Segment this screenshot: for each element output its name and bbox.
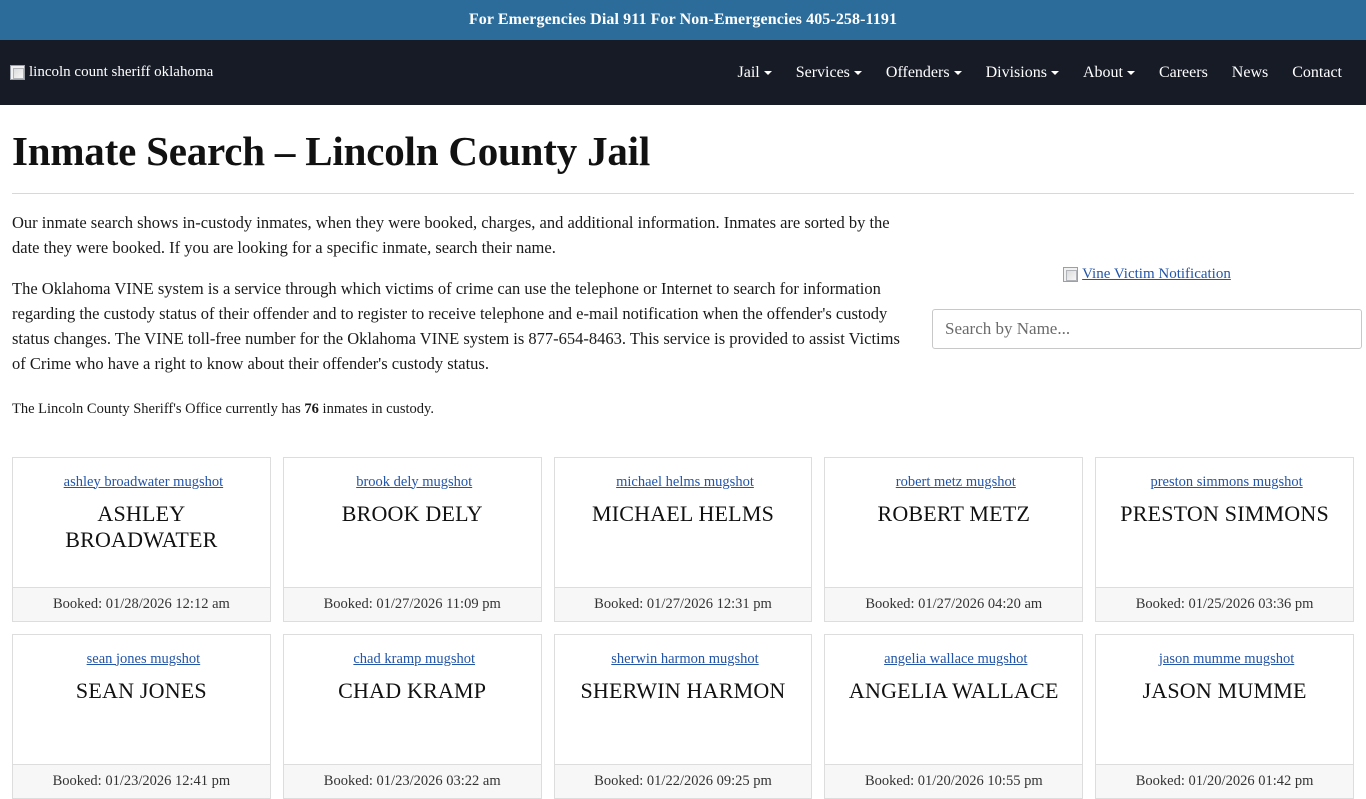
nav-item-label: News [1231, 63, 1269, 81]
inmate-card[interactable] [283, 634, 542, 799]
inmate-count-suffix: inmates in custody. [318, 401, 434, 418]
inmate-card-body [13, 635, 270, 764]
chevron-down-icon [854, 71, 862, 75]
nav-item-jail[interactable] [725, 56, 783, 90]
vine-victim-notification-link[interactable] [1063, 266, 1231, 283]
inmate-name: JASON MUMME [1142, 678, 1307, 704]
inmate-name: PRESTON SIMMONS [1120, 501, 1329, 527]
nav-item-label: Services [795, 63, 850, 81]
inmate-name: ROBERT METZ [877, 501, 1031, 527]
inmate-mugshot-alt: sean jones mugshot [86, 650, 201, 667]
inmate-booked-date: Booked: 01/22/2026 09:25 pm [555, 764, 812, 798]
inmate-name: MICHAEL HELMS [591, 501, 775, 527]
nav-item-label: Divisions [985, 63, 1047, 81]
inmate-mugshot-alt: jason mumme mugshot [1158, 650, 1295, 667]
broken-image-icon [1063, 267, 1078, 282]
broken-image-glyph [10, 65, 25, 80]
inmate-card[interactable] [12, 634, 271, 799]
inmate-card-body [284, 458, 541, 587]
inmate-booked-date: Booked: 01/23/2026 03:22 am [284, 764, 541, 798]
nav-item-label: Jail [737, 63, 760, 81]
inmate-name: SHERWIN HARMON [580, 678, 786, 704]
inmate-mugshot-link[interactable] [612, 475, 754, 491]
inmate-card[interactable] [824, 457, 1083, 622]
intro-paragraph-1: Our inmate search shows in-custody inmates, when they were booked, charges, and additional information. Inmates are sorted by the date they were booked. If you are looking for a specific inmate, search their name. [12, 213, 890, 258]
inmate-name: SEAN JONES [75, 678, 207, 704]
title-divider [12, 193, 1354, 194]
inmate-card-body [284, 635, 541, 764]
inmate-mugshot-link[interactable] [60, 475, 223, 491]
inmate-card-body [1096, 635, 1353, 764]
nav-item-offenders[interactable] [874, 56, 974, 90]
nav-item-label: Offenders [885, 63, 950, 81]
inmate-mugshot-link[interactable] [352, 475, 472, 491]
inmate-card[interactable] [554, 634, 813, 799]
inmate-mugshot-link[interactable] [607, 652, 758, 668]
nav-item-label: About [1082, 63, 1123, 81]
inmate-card-body [555, 635, 812, 764]
nav-item-careers[interactable] [1147, 56, 1220, 90]
intro-section [12, 210, 1354, 437]
site-logo-alt-text: lincoln count sheriff oklahoma [29, 64, 214, 80]
nav-item-label: Contact [1292, 63, 1342, 81]
inmate-mugshot-link[interactable] [1146, 475, 1302, 491]
inmate-mugshot-link[interactable] [83, 652, 201, 668]
main-navigation-bar [0, 40, 1366, 105]
inmate-mugshot-link[interactable] [1155, 652, 1294, 668]
intro-text-column [12, 210, 912, 437]
inmate-card-body [1096, 458, 1353, 587]
inmate-mugshot-alt: sherwin harmon mugshot [611, 650, 759, 667]
chevron-down-icon [1051, 71, 1059, 75]
inmate-card[interactable] [1095, 634, 1354, 799]
broken-image-icon [10, 64, 213, 81]
chevron-down-icon [1127, 71, 1135, 75]
inmate-mugshot-alt: preston simmons mugshot [1150, 473, 1303, 490]
inmate-booked-date: Booked: 01/20/2026 01:42 pm [1096, 764, 1353, 798]
inmate-booked-date: Booked: 01/20/2026 10:55 pm [825, 764, 1082, 798]
nav-item-about[interactable] [1071, 56, 1147, 90]
nav-item-news[interactable] [1220, 56, 1280, 90]
inmate-name: ASHLEY BROADWATER [65, 501, 218, 553]
inmate-mugshot-alt: michael helms mugshot [616, 473, 754, 490]
inmate-booked-date: Booked: 01/28/2026 12:12 am [13, 587, 270, 621]
page-content [0, 127, 1366, 437]
nav-item-services[interactable] [784, 56, 874, 90]
inmate-card[interactable] [12, 457, 271, 622]
inmate-count-value: 76 [304, 401, 319, 418]
inmate-mugshot-link[interactable] [892, 475, 1016, 491]
chevron-down-icon [954, 71, 962, 75]
broken-image-glyph [1063, 267, 1078, 282]
site-logo[interactable] [0, 40, 226, 105]
inmate-card-body [13, 458, 270, 587]
chevron-down-icon [764, 71, 772, 75]
inmate-booked-date: Booked: 01/27/2026 12:31 pm [555, 587, 812, 621]
inmate-name: ANGELIA WALLACE [848, 678, 1059, 704]
search-column [932, 210, 1362, 349]
inmate-booked-date: Booked: 01/27/2026 04:20 am [825, 587, 1082, 621]
emergency-banner-text: For Emergencies Dial 911 For Non-Emergencies 405-258-1191 [468, 11, 898, 28]
inmate-count-prefix: The Lincoln County Sheriff's Office currently has [12, 401, 305, 418]
vine-link-alt-text: Vine Victim Notification [1082, 266, 1231, 282]
inmate-count-line [12, 398, 912, 420]
inmate-name: BROOK DELY [341, 501, 483, 527]
inmate-card[interactable] [824, 634, 1083, 799]
inmate-card[interactable] [1095, 457, 1354, 622]
intro-paragraph-2: The Oklahoma VINE system is a service through which victims of crime can use the telephone or Internet to search for information regarding the custody status of their offender and to register to receive telephone and e-mail notification when the offender's custody status changes. The VINE toll-free number for the Oklahoma VINE system is 877-654-8463. This service is provided to assist Victims of Crime who have a right to know about their offender's custody status. [12, 279, 900, 374]
inmate-mugshot-alt: ashley broadwater mugshot [63, 473, 224, 490]
page-title: Inmate Search – Lincoln County Jail [12, 128, 651, 174]
search-input[interactable] [932, 309, 1362, 349]
inmate-card-body [555, 458, 812, 587]
inmate-mugshot-alt: chad kramp mugshot [353, 650, 475, 667]
inmate-name: CHAD KRAMP [338, 678, 487, 704]
inmate-mugshot-alt: robert metz mugshot [895, 473, 1016, 490]
inmate-grid [0, 457, 1366, 799]
nav-item-divisions[interactable] [974, 56, 1071, 90]
nav-item-contact[interactable] [1280, 56, 1354, 90]
inmate-card-body [825, 635, 1082, 764]
inmate-booked-date: Booked: 01/25/2026 03:36 pm [1096, 587, 1353, 621]
inmate-card-body [825, 458, 1082, 587]
inmate-card[interactable] [554, 457, 813, 622]
nav-item-label: Careers [1158, 63, 1208, 81]
inmate-mugshot-link[interactable] [349, 652, 475, 668]
emergency-banner [0, 0, 1366, 40]
nav-links [725, 56, 1354, 90]
inmate-card[interactable] [283, 457, 542, 622]
inmate-mugshot-link[interactable] [880, 652, 1027, 668]
inmate-mugshot-alt: brook dely mugshot [356, 473, 473, 490]
inmate-mugshot-alt: angelia wallace mugshot [884, 650, 1028, 667]
inmate-booked-date: Booked: 01/27/2026 11:09 pm [284, 587, 541, 621]
inmate-booked-date: Booked: 01/23/2026 12:41 pm [13, 764, 270, 798]
